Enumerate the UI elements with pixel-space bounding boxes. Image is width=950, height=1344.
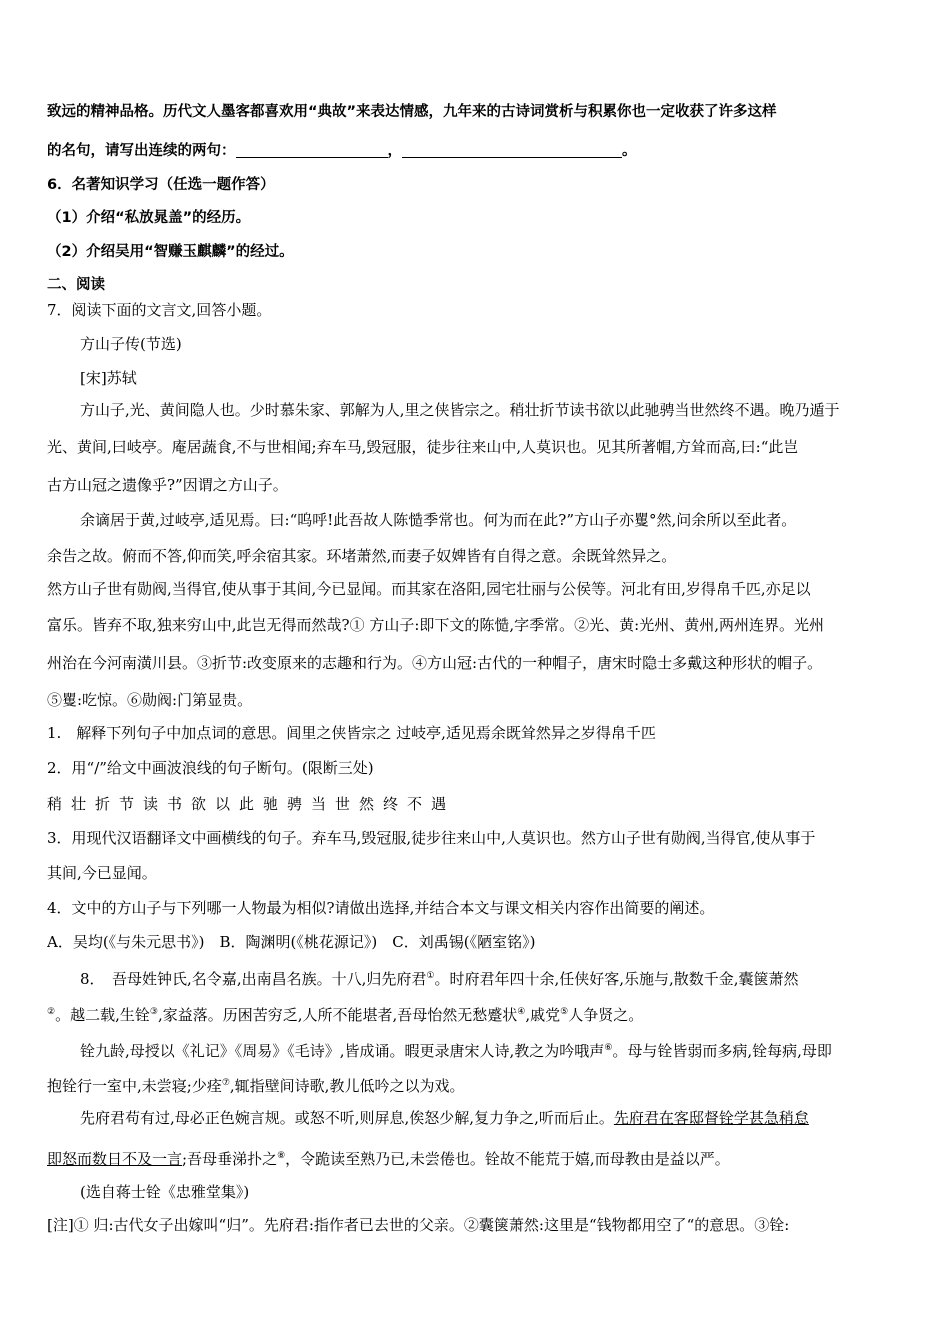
passage-line: 余谪居于黄,过岐亭,适见焉。曰:“呜呼!此吾故人陈慥季常也。何为而在此?”方山子亦矍°然,问余所以至此者。 bbox=[80, 511, 797, 529]
underlined-sentence: 先府君在客邸督铨学甚急稍怠 bbox=[613, 1109, 809, 1127]
q8-notes: [注]① 归:古代女子出嫁叫“归”。先府君:指作者已去世的父亲。②囊箧萧然:这里是“钱物都用空了“的意思。③铨: bbox=[47, 1216, 790, 1234]
answer-blank-1[interactable] bbox=[236, 141, 388, 158]
q6-option-1: （1）介绍“私放晁盖”的经历。 bbox=[47, 210, 251, 226]
q5-comma: ， bbox=[387, 143, 402, 159]
q8-text: 抱铨行一室中,未尝寝;少痊 bbox=[47, 1077, 222, 1095]
q8-text: ，令跪读至熟乃已,未尝倦也。铨故不能荒于嬉,而母教由是益以严。 bbox=[285, 1150, 730, 1168]
q8-text: 人争贤之。 bbox=[568, 1006, 644, 1024]
section-title: 二、阅读 bbox=[47, 277, 105, 293]
passage-line: 富乐。皆弃不取,独来穷山中,此岂无得而然哉?① 方山子:即下文的陈慥,字季常。②光、黄:光州、黄州,两州连界。光州 bbox=[47, 616, 824, 634]
underlined-sentence: 即怒而数日不及一言 bbox=[47, 1150, 183, 1168]
note-mark: ③ bbox=[149, 1007, 158, 1017]
sub-question-1: 1. 解释下列句子中加点词的意思。闾里之侠皆宗之 过岐亭,适见焉余既耸然异之岁得帛千匹 bbox=[47, 724, 656, 742]
sub-question-2-sentence: 稍壮折节读书欲以此驰骋当世然终不遇 bbox=[47, 795, 456, 813]
note-mark: ⑥ bbox=[604, 1043, 613, 1053]
q5-period: 。 bbox=[622, 143, 637, 159]
sub-question-3-cont: 其间,今已显闻。 bbox=[47, 864, 157, 882]
q8-text: 8． 吾母姓钟氏,名令嘉,出南昌名族。十八,归先府君 bbox=[80, 970, 427, 988]
sub-question-3: 3．用现代汉语翻译文中画横线的句子。弃车马,毁冠服,徒步往来山中,人莫识也。然方山子世有勋阀,当得官,使从事于 bbox=[47, 829, 816, 847]
q5-prompt: 的名句，请写出连续的两句： bbox=[47, 143, 236, 159]
q8-text: ,辄指壁间诗歌,教儿低吟之以为戏。 bbox=[229, 1077, 465, 1095]
sub-question-4: 4．文中的方山子与下列哪一人物最为相似?请做出选择,并结合本文与课文相关内容作出简要的阐述。 bbox=[47, 899, 715, 917]
q8-source: (选自蒋士铨《忠雅堂集》) bbox=[80, 1183, 250, 1201]
q8-text: 。母与铨皆弱而多病,铨每病,母即 bbox=[612, 1042, 832, 1060]
q5-line1: 致远的精神品格。历代文人墨客都喜欢用“典故”来表达情感，九年来的古诗词赏析与积累你也一定收获了许多这样 bbox=[47, 104, 777, 120]
note-mark: ⑧ bbox=[277, 1151, 286, 1161]
answer-blank-2[interactable] bbox=[402, 141, 622, 158]
q6-option-2: （2）介绍吴用“智赚玉麒麟”的经过。 bbox=[47, 244, 294, 260]
passage-author: [宋]苏轼 bbox=[80, 369, 137, 387]
q8-text: 。时府君年四十余,任侠好客,乐施与,散数千金,囊箧萧然 bbox=[434, 970, 799, 988]
note-mark: ② bbox=[47, 1007, 56, 1017]
q8-text: 先府君苟有过,母必正色婉言规。或怒不听,则屏息,俟怒少解,复力争之,听而后止。 bbox=[80, 1109, 614, 1127]
note-mark: ④ bbox=[517, 1007, 526, 1017]
passage-line: 余告之故。俯而不答,仰而笑,呼余宿其家。环堵萧然,而妻子奴婢皆有自得之意。余既耸然异之。 bbox=[47, 547, 677, 565]
note-mark: ① bbox=[426, 971, 435, 981]
sub-question-4-options: A．吴均(《与朱元思书》) B．陶渊明(《桃花源记》) C．刘禹锡(《陋室铭》) bbox=[47, 933, 536, 951]
q5-line2 bbox=[47, 140, 905, 162]
passage-title: 方山子传(节选) bbox=[80, 335, 182, 353]
note-mark: ⑤ bbox=[560, 1007, 569, 1017]
q8-line bbox=[80, 1037, 905, 1062]
note-mark: ⑦ bbox=[221, 1078, 230, 1088]
passage-line: 方山子,光、黄间隐人也。少时慕朱家、郭解为人,里之侠皆宗之。稍壮折节读书欲以此驰骋当世然终不遇。晚乃遁于 bbox=[80, 401, 840, 419]
q8-line bbox=[47, 1001, 905, 1026]
q6-title: 6．名著知识学习（任选一题作答） bbox=[47, 177, 275, 193]
passage-line: 光、黄间,曰岐亭。庵居蔬食,不与世相闻;弃车马,毁冠服，徒步往来山中,人莫识也。见其所著帽,方耸而高,曰:“此岂 bbox=[47, 438, 799, 456]
q8-text: 。越二载,生铨 bbox=[55, 1006, 150, 1024]
q8-text: ,戚党 bbox=[525, 1006, 561, 1024]
q8-text: 铨九龄,母授以《礼记》《周易》《毛诗》,皆成诵。暇更录唐宋人诗,教之为吟哦声 bbox=[80, 1042, 605, 1060]
q7-intro: 7．阅读下面的文言文,回答小题。 bbox=[47, 301, 272, 319]
passage-line: ⑤矍:吃惊。⑥勋阀:门第显贵。 bbox=[47, 691, 253, 709]
sub-question-2: 2．用“/”给文中画波浪线的句子断句。(限断三处) bbox=[47, 759, 374, 777]
q8-line bbox=[80, 965, 905, 990]
q8-text: ;吾母垂涕扑之 bbox=[182, 1150, 278, 1168]
passage-line: 州治在今河南潢川县。③折节:改变原来的志趣和行为。④方山冠:古代的一种帽子，唐宋时隐士多戴这种形状的帽子。 bbox=[47, 654, 823, 672]
q8-line bbox=[47, 1145, 905, 1170]
q8-text: ,家益落。历困苦穷乏,人所不能堪者,吾母怡然无愁蹙状 bbox=[157, 1006, 518, 1024]
q8-line bbox=[47, 1072, 905, 1097]
q8-line bbox=[80, 1107, 905, 1129]
passage-line: 古方山冠之遗像乎?”因谓之方山子。 bbox=[47, 476, 288, 494]
passage-line: 然方山子世有勋阀,当得官,使从事于其间,今已显闻。而其家在洛阳,园宅壮丽与公侯等。河北有田,岁得帛千匹,亦足以 bbox=[47, 580, 811, 598]
